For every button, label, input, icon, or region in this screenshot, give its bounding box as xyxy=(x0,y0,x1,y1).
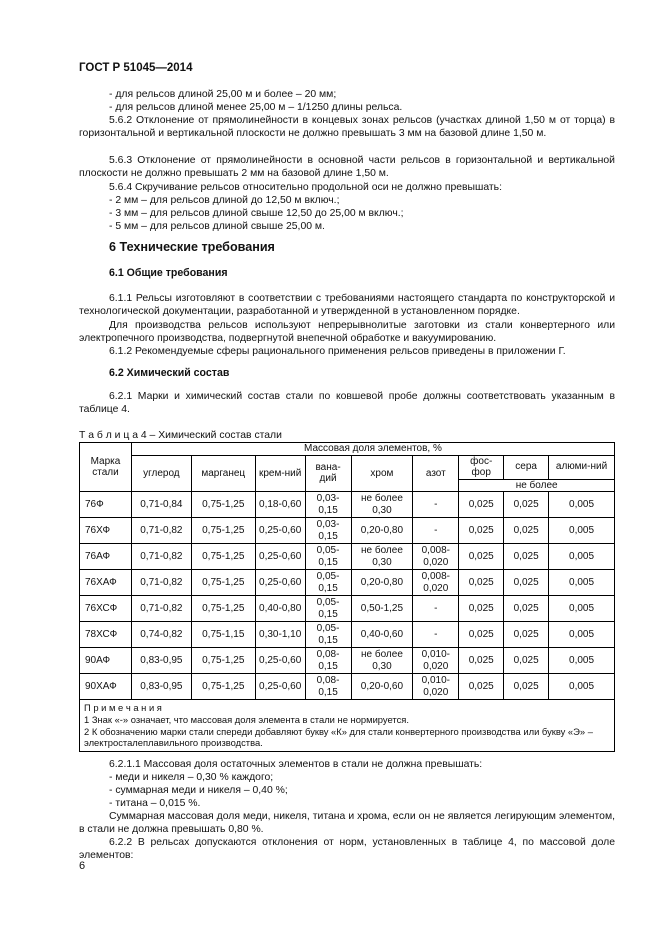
col-aluminium: алюми-ний xyxy=(549,455,615,479)
section-6-heading: 6 Технические требования xyxy=(109,240,275,254)
table-caption: Т а б л и ц а 4 – Химический состав стали xyxy=(79,430,282,441)
cell-silicon: 0,25-0,60 xyxy=(255,570,305,596)
cell-chromium: не более 0,30 xyxy=(351,492,413,518)
cell-vanadium: 0,03-0,15 xyxy=(305,492,351,518)
note-2: 2 К обозначению марки стали спереди добавляют букву «К» для стали конвертерного производства или букву «Э» – электросталеплавильного производства. xyxy=(84,725,593,749)
subsection-6-1-heading: 6.1 Общие требования xyxy=(109,267,228,279)
cell-silicon: 0,25-0,60 xyxy=(255,544,305,570)
note-1: 1 Знак «-» означает, что массовая доля элемента в стали не нормируется. xyxy=(84,713,409,725)
subsection-6-2-heading: 6.2 Химический состав xyxy=(109,367,230,379)
cell-manganese: 0,75-1,25 xyxy=(191,648,255,674)
cell-chromium: 0,40-0,60 xyxy=(351,622,413,648)
cell-manganese: 0,75-1,25 xyxy=(191,596,255,622)
page-number: 6 xyxy=(79,860,86,872)
cell-silicon: 0,18-0,60 xyxy=(255,492,305,518)
paragraph-6-1-1-continued: Для производства рельсов используют непрерывнолитые заготовки из стали конвертерного или электропечного производства, подвергнутой внепечной обработке и вакуумированию. xyxy=(79,320,615,345)
cell-aluminium: 0,005 xyxy=(549,518,615,544)
paragraph-5-6-2: 5.6.2 Отклонение от прямолинейности в концевых зонах рельсов (участках длиной 1,50 м от торца) в горизонтальной и вертикальной плоскости не должно превышать 3 мм на базовой длине 1,50 м. xyxy=(79,115,615,140)
cell-chromium: 0,50-1,25 xyxy=(351,596,413,622)
cell-aluminium: 0,005 xyxy=(549,674,615,700)
table-notes xyxy=(80,700,615,751)
paragraph-6-2-1: 6.2.1 Марки и химический состав стали по ковшевой пробе должны соответствовать указанным в таблице 4. xyxy=(79,391,615,416)
paragraph-5-6-4: 5.6.4 Скручивание рельсов относительно продольной оси не должно превышать: xyxy=(109,182,502,193)
cell-nitrogen: 0,008-0,020 xyxy=(413,544,459,570)
cell-vanadium: 0,05-0,15 xyxy=(305,544,351,570)
table-row xyxy=(80,674,615,700)
cell-grade: 76ХАФ xyxy=(80,570,132,596)
paragraph-5-6-3: 5.6.3 Отклонение от прямолинейности в основной части рельсов в горизонтальной и вертикальной плоскости не должно превышать 2 мм на базовой длине 1,50 м. xyxy=(79,155,615,180)
cell-chromium: не более 0,30 xyxy=(351,648,413,674)
document-header: ГОСТ Р 51045—2014 xyxy=(79,62,193,74)
cell-silicon: 0,25-0,60 xyxy=(255,674,305,700)
cell-vanadium: 0,05-0,15 xyxy=(305,622,351,648)
col-phosphorus: фос-фор xyxy=(459,455,504,479)
twist-item-3: - 5 мм – для рельсов длиной свыше 25,00 м. xyxy=(109,221,325,232)
cell-carbon: 0,83-0,95 xyxy=(131,648,191,674)
table-row xyxy=(80,518,615,544)
cell-phosphorus: 0,025 xyxy=(459,596,504,622)
cell-grade: 90АФ xyxy=(80,648,132,674)
table-row xyxy=(80,648,615,674)
table-row xyxy=(80,544,615,570)
notes-title: П р и м е ч а н и я xyxy=(84,702,162,714)
paragraph-6-2-1-1: 6.2.1.1 Массовая доля остаточных элементов в стали не должна превышать: xyxy=(109,759,483,770)
table-body xyxy=(80,492,615,700)
col-nitrogen: азот xyxy=(413,455,459,492)
cell-chromium: 0,20-0,60 xyxy=(351,674,413,700)
cell-phosphorus: 0,025 xyxy=(459,570,504,596)
cell-manganese: 0,75-1,25 xyxy=(191,544,255,570)
cell-carbon: 0,71-0,84 xyxy=(131,492,191,518)
twist-item-2: - 3 мм – для рельсов длиной свыше 12,50 до 25,00 м включ.; xyxy=(109,208,404,219)
cell-grade: 90ХАФ xyxy=(80,674,132,700)
cell-grade: 76ХСФ xyxy=(80,596,132,622)
chemical-composition-table xyxy=(79,442,615,752)
col-sulfur: сера xyxy=(504,455,549,479)
cell-carbon: 0,71-0,82 xyxy=(131,596,191,622)
cell-phosphorus: 0,025 xyxy=(459,648,504,674)
cell-manganese: 0,75-1,25 xyxy=(191,674,255,700)
cell-vanadium: 0,08-0,15 xyxy=(305,648,351,674)
mass-fraction-header: Массовая доля элементов, % xyxy=(131,443,614,456)
residual-item-1: - меди и никеля – 0,30 % каждого; xyxy=(109,772,274,783)
cell-chromium: не более 0,30 xyxy=(351,544,413,570)
cell-silicon: 0,40-0,80 xyxy=(255,596,305,622)
cell-phosphorus: 0,025 xyxy=(459,674,504,700)
paragraph-6-2-2: 6.2.2 В рельсах допускаются отклонения от норм, установленных в таблице 4, по массовой доле элементов: xyxy=(79,837,615,862)
twist-item-1: - 2 мм – для рельсов длиной до 12,50 м включ.; xyxy=(109,195,340,206)
paragraph-6-1-1: 6.1.1 Рельсы изготовляют в соответствии с требованиями настоящего стандарта по конструкторской и технологической документации, разработанной и утвержденной в установленном порядке. xyxy=(79,293,615,318)
cell-silicon: 0,30-1,10 xyxy=(255,622,305,648)
cell-grade: 76ХФ xyxy=(80,518,132,544)
cell-sulfur: 0,025 xyxy=(504,596,549,622)
table-row xyxy=(80,596,615,622)
cell-nitrogen: 0,008-0,020 xyxy=(413,570,459,596)
table-row xyxy=(80,492,615,518)
table-row xyxy=(80,570,615,596)
cell-carbon: 0,71-0,82 xyxy=(131,570,191,596)
cell-nitrogen: - xyxy=(413,492,459,518)
cell-manganese: 0,75-1,15 xyxy=(191,622,255,648)
cell-aluminium: 0,005 xyxy=(549,570,615,596)
cell-sulfur: 0,025 xyxy=(504,570,549,596)
col-vanadium: вана-дий xyxy=(305,455,351,492)
cell-nitrogen: - xyxy=(413,622,459,648)
cell-sulfur: 0,025 xyxy=(504,622,549,648)
max-label: не более xyxy=(459,479,615,492)
cell-sulfur: 0,025 xyxy=(504,544,549,570)
cell-phosphorus: 0,025 xyxy=(459,492,504,518)
cell-aluminium: 0,005 xyxy=(549,544,615,570)
grade-column-header: Марка стали xyxy=(80,443,132,492)
cell-carbon: 0,71-0,82 xyxy=(131,544,191,570)
length-item-1: - для рельсов длиной 25,00 м и более – 20 мм; xyxy=(109,89,337,100)
cell-aluminium: 0,005 xyxy=(549,492,615,518)
cell-carbon: 0,74-0,82 xyxy=(131,622,191,648)
cell-phosphorus: 0,025 xyxy=(459,518,504,544)
cell-manganese: 0,75-1,25 xyxy=(191,570,255,596)
cell-manganese: 0,75-1,25 xyxy=(191,492,255,518)
cell-carbon: 0,71-0,82 xyxy=(131,518,191,544)
col-chromium: хром xyxy=(351,455,413,492)
residual-item-2: - суммарная меди и никеля – 0,40 %; xyxy=(109,785,288,796)
cell-grade: 76Ф xyxy=(80,492,132,518)
paragraph-6-1-2: 6.1.2 Рекомендуемые сферы рационального применения рельсов приведены в приложении Г. xyxy=(109,346,566,357)
cell-nitrogen: 0,010-0,020 xyxy=(413,648,459,674)
cell-carbon: 0,83-0,95 xyxy=(131,674,191,700)
table-row xyxy=(80,622,615,648)
cell-aluminium: 0,005 xyxy=(549,596,615,622)
cell-sulfur: 0,025 xyxy=(504,648,549,674)
cell-aluminium: 0,005 xyxy=(549,648,615,674)
paragraph-sum-limit: Суммарная массовая доля меди, никеля, титана и хрома, если он не является легирующим элементом, в стали не должна превышать 0,80 %. xyxy=(79,811,615,836)
cell-grade: 78ХСФ xyxy=(80,622,132,648)
cell-vanadium: 0,05-0,15 xyxy=(305,596,351,622)
cell-nitrogen: 0,010-0,020 xyxy=(413,674,459,700)
cell-manganese: 0,75-1,25 xyxy=(191,518,255,544)
col-carbon: углерод xyxy=(131,455,191,492)
cell-phosphorus: 0,025 xyxy=(459,622,504,648)
residual-item-3: - титана – 0,015 %. xyxy=(109,798,201,809)
cell-grade: 76АФ xyxy=(80,544,132,570)
cell-sulfur: 0,025 xyxy=(504,674,549,700)
cell-chromium: 0,20-0,80 xyxy=(351,570,413,596)
cell-vanadium: 0,05-0,15 xyxy=(305,570,351,596)
col-manganese: марганец xyxy=(191,455,255,492)
cell-nitrogen: - xyxy=(413,518,459,544)
cell-vanadium: 0,08-0,15 xyxy=(305,674,351,700)
cell-sulfur: 0,025 xyxy=(504,518,549,544)
col-silicon: крем-ний xyxy=(255,455,305,492)
length-item-2: - для рельсов длиной менее 25,00 м – 1/1250 длины рельса. xyxy=(109,102,403,113)
cell-aluminium: 0,005 xyxy=(549,622,615,648)
cell-silicon: 0,25-0,60 xyxy=(255,648,305,674)
cell-sulfur: 0,025 xyxy=(504,492,549,518)
cell-vanadium: 0,03-0,15 xyxy=(305,518,351,544)
cell-phosphorus: 0,025 xyxy=(459,544,504,570)
cell-chromium: 0,20-0,80 xyxy=(351,518,413,544)
cell-silicon: 0,25-0,60 xyxy=(255,518,305,544)
cell-nitrogen: - xyxy=(413,596,459,622)
